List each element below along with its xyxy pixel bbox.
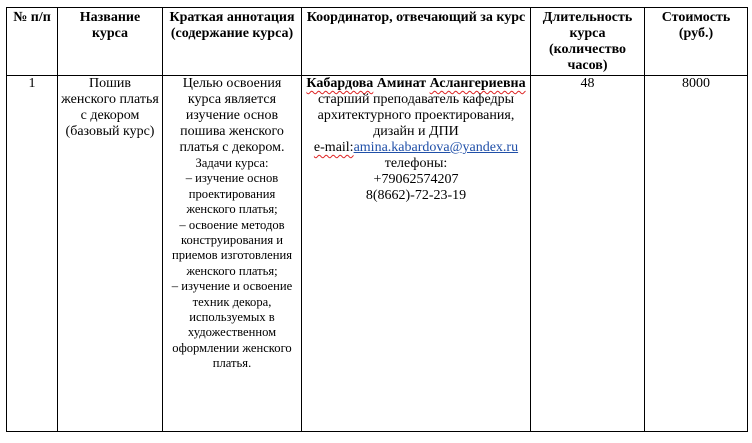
header-course-name: Название курса — [58, 8, 163, 76]
annotation-task-1: – изучение основ проектирования женского платья; — [185, 171, 279, 217]
annotation-task-3: – изучение и освоение техник декора, используемых в художественном оформлении женского платья. — [171, 279, 293, 371]
coordinator-first-name: Аминат — [376, 76, 427, 91]
annotation-task-2: – освоение методов конструирования и приемов изготовления женского платья; — [172, 217, 292, 278]
header-duration: Длительность курса (количество часов) — [531, 8, 645, 76]
coordinator-surname: Кабардова — [306, 76, 374, 91]
coordinator-patronymic: Аслангериевна — [429, 76, 526, 91]
cell-cost: 8000 — [645, 76, 748, 432]
annotation-lead: Целью освоения курса является изучение основ пошива женского платья с декором. — [179, 76, 285, 155]
coordinator-email-line — [305, 140, 527, 156]
cell-coordinator — [302, 76, 531, 432]
email-link[interactable]: amina.kabardova@yandex.ru — [353, 140, 519, 155]
header-cost: Стоимость (руб.) — [645, 8, 748, 76]
coordinator-position: старший преподаватель кафедры архитектурного проектирования, дизайн и ДПИ — [317, 92, 515, 139]
cell-duration: 48 — [531, 76, 645, 432]
phone-office: 8(8662)-72-23-19 — [365, 188, 467, 203]
header-coordinator: Координатор, отвечающий за курс — [302, 8, 531, 76]
phone-mobile: +79062574207 — [373, 172, 459, 187]
annotation-tasks-label: Задачи курса: — [195, 156, 269, 170]
cell-annotation — [163, 76, 302, 432]
header-annotation: Краткая аннотация (содержание курса) — [163, 8, 302, 76]
cell-course-name: Пошив женского платья с декором (базовый курс) — [58, 76, 163, 432]
table-row — [7, 76, 748, 432]
coordinator-name — [305, 76, 527, 92]
table-header-row — [7, 8, 748, 76]
header-num: № п/п — [7, 8, 58, 76]
cell-num: 1 — [7, 76, 58, 432]
email-label: e-mail: — [313, 140, 354, 155]
phones-label: телефоны: — [384, 156, 448, 171]
course-table — [6, 7, 748, 432]
